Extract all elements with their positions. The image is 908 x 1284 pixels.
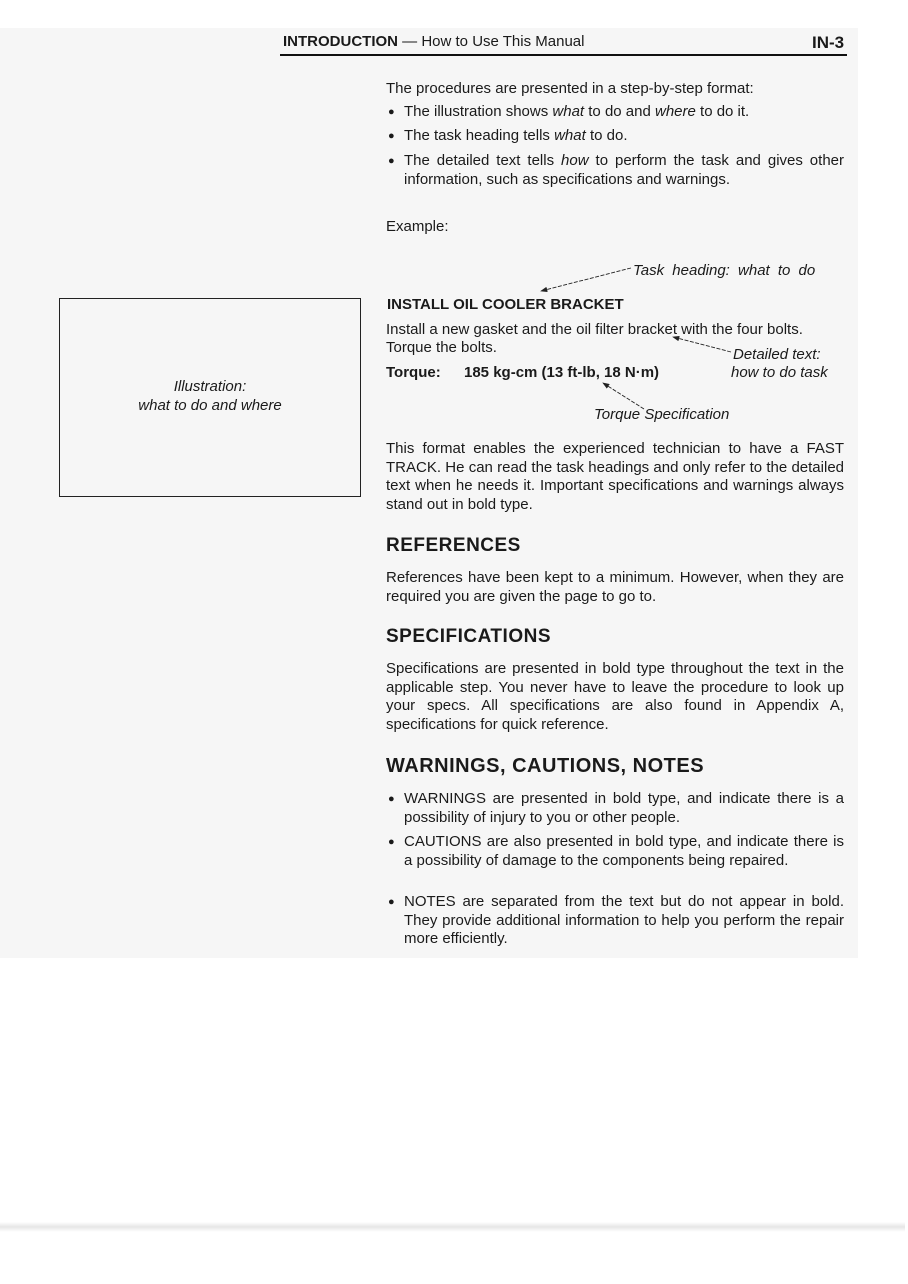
warnings-heading: WARNINGS, CAUTIONS, NOTES [386, 755, 705, 777]
example-task-heading: INSTALL OIL COOLER BRACKET [387, 296, 624, 313]
torque-spec-arrow [603, 383, 644, 409]
torque-spec-annotation: Torque Specification [594, 406, 730, 423]
bullet-icon: ● [388, 836, 395, 848]
detailed-text-arrow [673, 337, 731, 352]
format-paragraph: This format enables the experienced technician to have a FAST TRACK. He can read the task headings and only refer to the detailed text when he needs it. Important specifications and warnings always stand out in bold type. [386, 440, 844, 513]
header-section: INTRODUCTION [283, 33, 398, 50]
page-number: IN-3 [812, 33, 845, 52]
scan-edge [0, 1222, 905, 1232]
intro-bullet-3: The detailed text tells how to perform the task and gives other information, such as specifications and warnings. [404, 152, 844, 188]
example-body-line-2: Torque the bolts. [386, 339, 497, 356]
task-heading-annotation: Task heading: what to do [633, 262, 816, 279]
intro-bullet-1: The illustration shows what to do and where to do it. [404, 103, 750, 120]
illustration-caption: Illustration: what to do and where [138, 378, 282, 414]
specifications-text: Specifications are presented in bold type throughout the text in the applicable step. You never have to leave the procedure to look up your specs. All specifications are also found in Appendix A, specifications for quick reference. [386, 660, 844, 733]
specifications-heading: SPECIFICATIONS [386, 626, 551, 647]
bullet-icon: ● [388, 130, 395, 142]
bullet-icon: ● [388, 155, 395, 167]
bullet-icon: ● [388, 896, 395, 908]
detailed-text-annotation-2: how to do task [731, 364, 828, 381]
intro-bullet-2: The task heading tells what to do. [404, 127, 628, 144]
detailed-text-annotation: Detailed text: [733, 346, 821, 363]
header-separator: — [402, 33, 418, 50]
references-text: References have been kept to a minimum. However, when they are required you are given the page to go to. [386, 569, 844, 605]
intro-lead: The procedures are presented in a step-by-step format: [386, 80, 754, 97]
task-heading-arrow [541, 268, 631, 291]
header-subtitle: How to Use This Manual [421, 33, 585, 50]
torque-value: 185 kg-cm (13 ft-lb, 18 N·m) [464, 364, 660, 381]
example-label: Example: [386, 218, 449, 235]
warnings-item-1: WARNINGS are presented in bold type, and indicate there is a possibility of injury to you or other people. [404, 790, 844, 826]
bullet-icon: ● [388, 793, 395, 805]
bullet-icon: ● [388, 106, 395, 118]
torque-label: Torque: [386, 364, 441, 381]
example-body-line-1: Install a new gasket and the oil filter bracket with the four bolts. [386, 321, 803, 338]
warnings-item-2: CAUTIONS are also presented in bold type, and indicate there is a possibility of damage to the components being repaired. [404, 833, 844, 869]
warnings-item-3: NOTES are separated from the text but do not appear in bold. They provide additional information to help you perform the repair more efficiently. [404, 893, 844, 947]
references-heading: REFERENCES [386, 535, 521, 556]
